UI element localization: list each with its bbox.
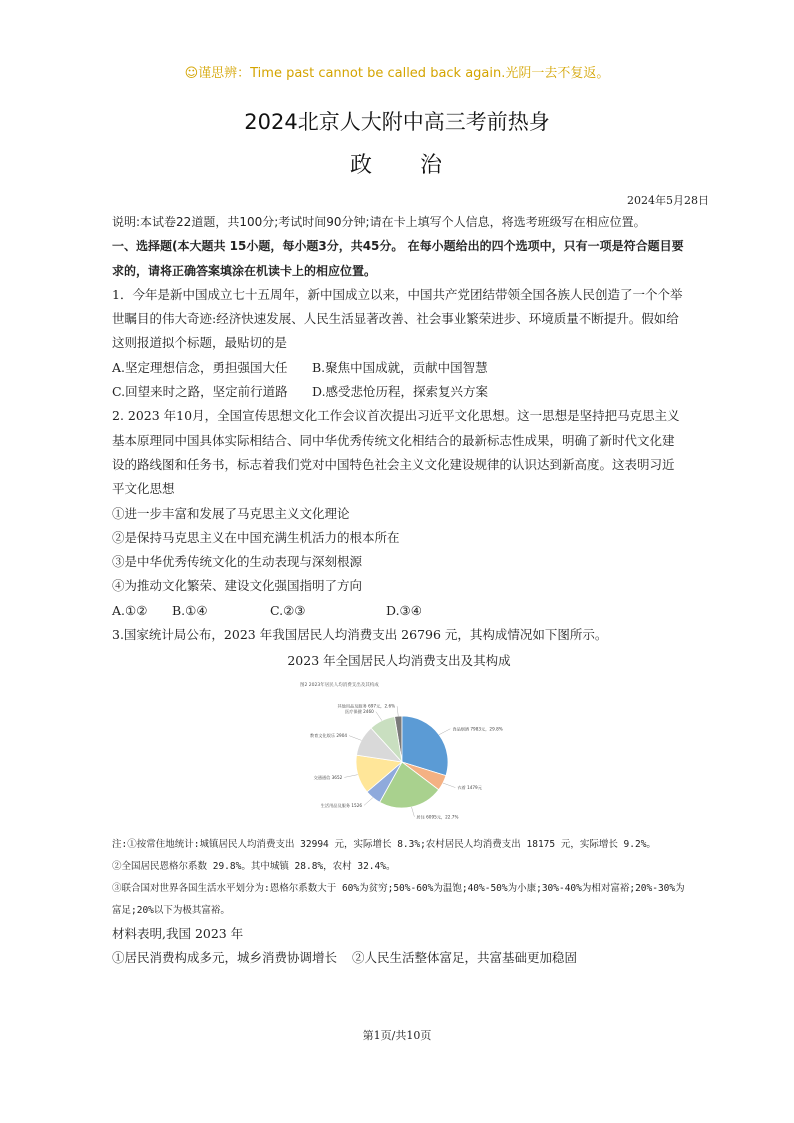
q2-item-2: ②是保持马克思主义在中国充满生机活力的根本所在 bbox=[112, 529, 400, 545]
slice-label: 衣着 1479元 bbox=[457, 784, 482, 790]
question-1-options-row-2 bbox=[112, 380, 686, 404]
chart-notes bbox=[112, 834, 686, 922]
slice-label: 教育文化娱乐 2904 bbox=[309, 732, 348, 738]
pie-chart-figure bbox=[112, 674, 686, 834]
instructions: 说明:本试卷22道题，共100分;考试时间90分钟;请在卡上填写个人信息，将选考班级写在相应位置。 bbox=[112, 215, 646, 229]
question-2-stem: 2. 2023 年10月，全国宣传思想文化工作会议首次提出习近平文化思想。这一思想是坚持把马克思主义基本原理同中国具体实际相结合、同中华优秀传统文化相结合的最新标志性成果，明确了新时代文化建设的路线图和任务书，标志着我们党对中国特色社会主义文化建设规律的认识达到新高度。这表明习近平文化思想 bbox=[112, 408, 680, 497]
exam-date: 2024年5月28日 bbox=[627, 194, 709, 207]
q1-option-a: A.坚定理想信念，勇担强国大任 bbox=[112, 359, 288, 375]
note-3: ③联合国对世界各国生活水平划分为:恩格尔系数大于 60%为贫穷;50%-60%为温饱;40%-50%为小康;30%-40%为相对富裕;20%-30%为富足;20%以下为极其富裕。 bbox=[112, 882, 685, 916]
exam-title: 2024北京人大附中高三考前热身 bbox=[244, 110, 550, 134]
q3-item-2: ②人民生活整体富足，共富基础更加稳固 bbox=[352, 949, 578, 965]
chart-inner-title: 图2 2023年居民人均消费支出及其构成 bbox=[300, 682, 379, 688]
q2-option-b: B.①④ bbox=[172, 602, 208, 618]
pie-chart bbox=[112, 674, 686, 834]
note-2: ②全国居民恩格尔系数 29.8%。其中城镇 28.8%，农村 32.4%。 bbox=[112, 860, 396, 872]
question-2-options bbox=[112, 599, 686, 623]
question-1-options-row-1 bbox=[112, 356, 686, 380]
subject-char-2: 治 bbox=[420, 153, 445, 178]
slice-leader-line bbox=[364, 797, 373, 805]
chart-caption: 2023 年全国居民人均消费支出及其构成 bbox=[287, 653, 511, 669]
q2-item-4: ④为推动文化繁荣、建设文化强国指明了方向 bbox=[112, 578, 363, 594]
q3-item-1: ①居民消费构成多元，城乡消费协调增长 bbox=[112, 949, 338, 965]
section-heading: 一、选择题(本大题共 15小题，每小题3分，共45分。 在每小题给出的四个选项中，只有一项是符合题目要求的，请将正确答案填涂在机读卡上的相应位置。 bbox=[112, 239, 684, 278]
note-1: 注:①按常住地统计:城镇居民人均消费支出 32994 元，实际增长 8.3%;农村居民人均消费支出 18175 元，实际增长 9.2%。 bbox=[112, 838, 656, 850]
subject-title bbox=[0, 148, 794, 179]
watermark: ☺谨思辨：Time past cannot be called back again.光阴一去不复返。 bbox=[184, 66, 610, 81]
question-3-stem: 3.国家统计局公布，2023 年我国居民人均消费支出 26796 元，其构成情况如下图所示。 bbox=[112, 627, 608, 643]
q2-item-1: ①进一步丰富和发展了马克思主义文化理论 bbox=[112, 505, 350, 521]
slice-label: 其他用品及服务 697元，2.6% bbox=[337, 703, 396, 709]
slice-leader-line bbox=[439, 728, 450, 734]
slice-leader-line bbox=[344, 774, 357, 777]
q2-option-d: D.③④ bbox=[386, 602, 422, 618]
slice-label: 居住 6095元，22.7% bbox=[416, 813, 459, 819]
slice-leader-line bbox=[397, 706, 398, 716]
page-footer: 第1页/共10页 bbox=[362, 1029, 432, 1042]
q1-option-c: C.回望来时之路，坚定前行道路 bbox=[112, 384, 288, 400]
q3-material: 材料表明,我国 2023 年 bbox=[112, 925, 244, 941]
slice-leader-line bbox=[412, 807, 415, 817]
slice-leader-line bbox=[376, 711, 382, 720]
q1-option-d: D.感受悲怆历程，探索复兴方案 bbox=[312, 384, 489, 400]
slice-label: 生活用品及服务 1526 bbox=[320, 802, 363, 808]
question-1-stem: 1．今年是新中国成立七十五周年，新中国成立以来，中国共产党团结带领全国各族人民创造了一个个举世瞩目的伟大奇迹:经济快速发展、人民生活显著改善、社会事业繁荣进步、环境质量不断提升。假如给这则报道拟个标题，最贴切的是 bbox=[112, 286, 683, 351]
q2-option-a: A.①② bbox=[112, 602, 148, 618]
exam-content bbox=[112, 210, 686, 970]
q2-item-3: ③是中华优秀传统文化的生动表现与深刻根源 bbox=[112, 554, 363, 570]
slice-leader-line bbox=[349, 735, 361, 740]
q2-option-c: C.②③ bbox=[270, 602, 306, 618]
slice-leader-line bbox=[443, 783, 455, 788]
q3-items bbox=[112, 946, 686, 970]
slice-label: 交通通信 3652 bbox=[313, 774, 343, 780]
q1-option-b: B.聚焦中国成就，贡献中国智慧 bbox=[312, 359, 488, 375]
subject-char-1: 政 bbox=[349, 153, 374, 178]
slice-label: 医疗保健 2460 bbox=[345, 708, 374, 714]
slice-label: 食品烟酒 7983元，29.8% bbox=[452, 725, 503, 731]
